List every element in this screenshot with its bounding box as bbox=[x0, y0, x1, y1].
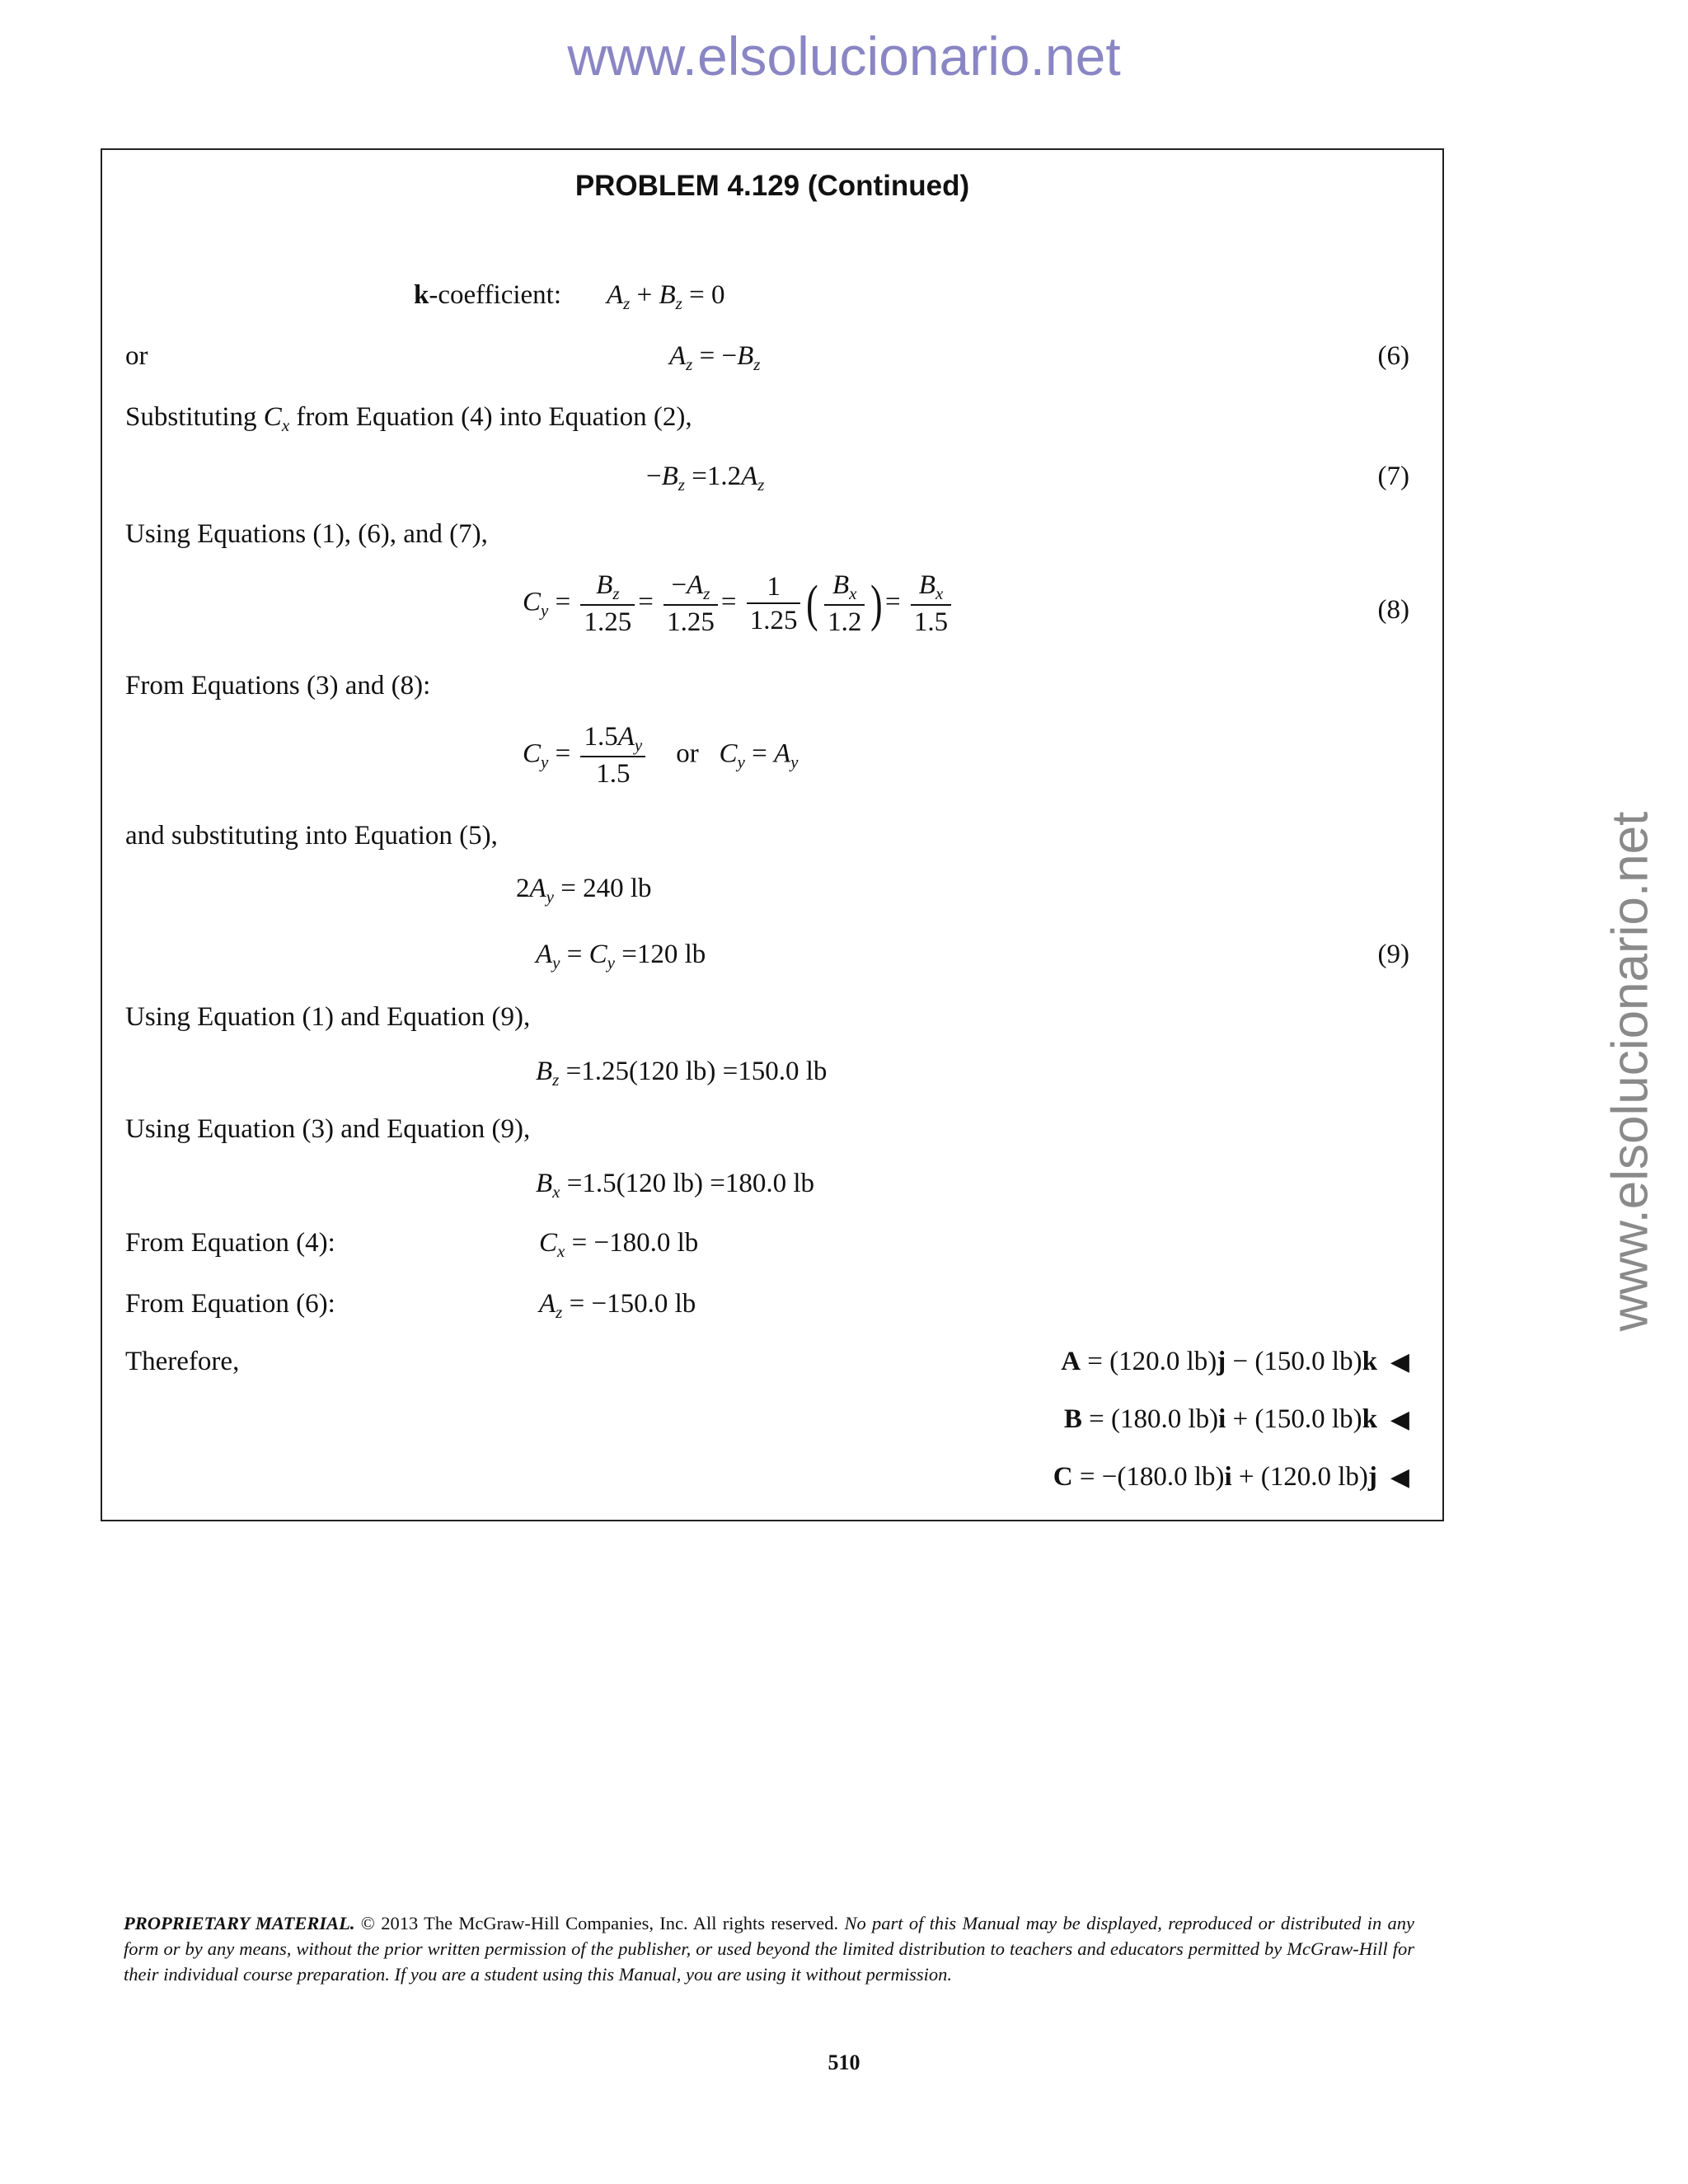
using-equations-text: Using Equations (1), (6), and (7), bbox=[125, 519, 488, 549]
equation-number-7: (7) bbox=[1377, 462, 1409, 491]
equation-k: $A_z + B_z = 0$ bbox=[607, 280, 725, 313]
equation-number-9: (9) bbox=[1377, 940, 1409, 969]
from-eq-4-text: From Equation (4): bbox=[125, 1228, 335, 1258]
problem-title: PROBLEM 4.129 (Continued) bbox=[574, 170, 970, 202]
page-number: 510 bbox=[828, 2050, 860, 2074]
equation-number-6: (6) bbox=[1377, 341, 1409, 371]
answer-marker-icon: ◀ bbox=[1390, 1347, 1409, 1376]
answer-marker-icon: ◀ bbox=[1390, 1405, 1409, 1434]
equation-bx: $B_x =1.5(120$ lb) =180.0 lb bbox=[536, 1169, 815, 1202]
from-eq-6-text: From Equation (6): bbox=[125, 1289, 335, 1319]
from-equations-text: From Equations (3) and (8): bbox=[125, 671, 431, 701]
using-eq-1-9-text: Using Equation (1) and Equation (9), bbox=[125, 1002, 531, 1032]
answer-c: C = −(180.0 lb)i + (120.0 lb)j ◀ bbox=[1053, 1462, 1409, 1492]
watermark-top: www.elsolucionario.net bbox=[567, 26, 1121, 87]
using-eq-3-9-text: Using Equation (3) and Equation (9), bbox=[125, 1114, 531, 1144]
equation-6: $A_z = -B_z$ bbox=[669, 341, 761, 374]
equation-number-8: (8) bbox=[1377, 595, 1409, 625]
equation-az: $A_z = -150.0$ lb bbox=[539, 1289, 696, 1322]
equation-9: $A_y = C_y =120$ lb bbox=[536, 940, 706, 972]
k-coefficient-label: k-coefficient: bbox=[414, 280, 561, 310]
equation-2ay: $2A_y = 240$ lb bbox=[516, 874, 652, 907]
equation-bz: $B_z =1.25(120$ lb) =150.0 lb bbox=[536, 1057, 828, 1090]
and-substituting-text: and substituting into Equation (5), bbox=[125, 821, 498, 851]
equation-cy: $C_y$ = $\frac{1.5A_y}{1.5}$ or $C_y = A_y$ bbox=[523, 722, 799, 789]
equation-8: $C_y$ = $\frac{B_z}{1.25}$ = $\frac{-A_z}{1.25}$ = $\frac{1}{1.25}$ ( $\frac{B_x}{1.2}$ )= $\frac{B_x}{1.5}$ bbox=[523, 572, 954, 636]
answer-marker-icon: ◀ bbox=[1390, 1463, 1409, 1492]
answer-a: A = (120.0 lb)j − (150.0 lb)k ◀ bbox=[1061, 1347, 1409, 1376]
equation-cx: $C_x = -180.0$ lb bbox=[539, 1228, 699, 1261]
or-label: or bbox=[125, 341, 148, 371]
answer-b: B = (180.0 lb)i + (150.0 lb)k ◀ bbox=[1063, 1404, 1409, 1434]
therefore-text: Therefore, bbox=[125, 1347, 240, 1376]
equation-7: $-B_z =1.2A_z$ bbox=[646, 462, 765, 494]
substituting-text: Substituting $C_x$ from Equation (4) into Equation (2), bbox=[125, 402, 692, 435]
copyright-notice: PROPRIETARY MATERIAL. © 2013 The McGraw-Hill Companies, Inc. All rights reserved. No part of this Manual may be displayed, reproduced or distributed in any form or by any means, without the prior written permission of the publisher, or used beyond the limited distribution to teachers and educators permitted by McGraw-Hill for their individual course preparation. If you are a student using this Manual, you are using it without permission. bbox=[124, 1913, 1414, 1985]
solution-box bbox=[101, 148, 1444, 1521]
